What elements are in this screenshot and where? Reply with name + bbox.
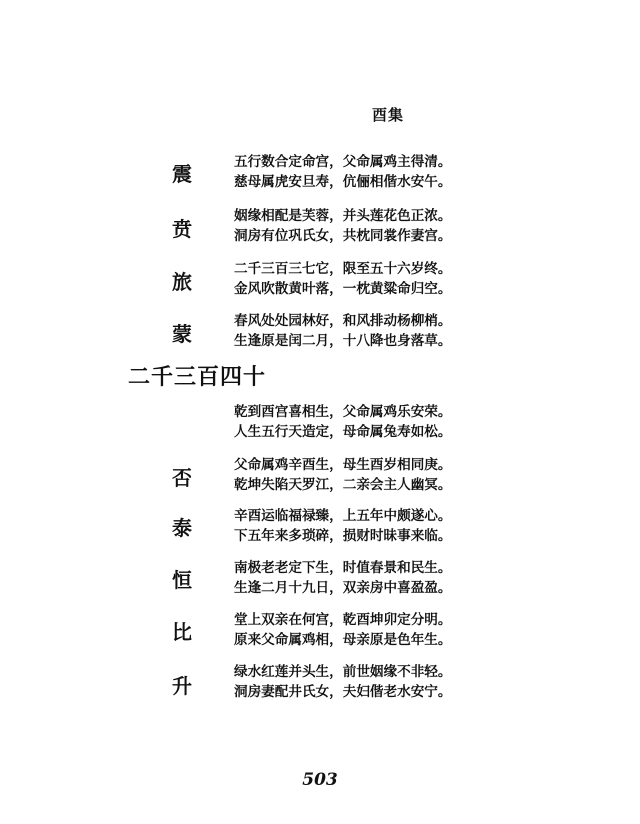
verse-line: 堂上双亲在何宫，乾酉坤卯定分明。 — [234, 612, 452, 628]
hexagram-label-3: 旅 — [172, 270, 192, 294]
verse-line: 辛酉运临福禄臻，上五年中颇遂心。 — [234, 508, 452, 524]
hexagram-label-1: 震 — [172, 162, 192, 186]
hexagram-label-2: 贲 — [172, 217, 192, 241]
verse-line: 春风处处园林好，和风排动杨柳梢。 — [234, 313, 452, 329]
hexagram-label-4: 蒙 — [172, 322, 192, 346]
verse-block-8 — [234, 558, 452, 598]
hexagram-label-7: 恒 — [172, 568, 192, 592]
hexagram-label-9: 升 — [172, 674, 192, 698]
section-title: 二千三百四十 — [128, 364, 267, 390]
verse-block-9 — [234, 610, 452, 650]
verse-block-5 — [234, 402, 452, 442]
verse-line: 洞房有位巩氏女，共枕同裳作妻宫。 — [234, 228, 452, 244]
section-header: 酉集 — [372, 106, 405, 124]
hexagram-label-6: 泰 — [172, 516, 192, 540]
verse-line: 南极老老定下生，时值春景和民生。 — [234, 560, 452, 576]
hexagram-label-8: 比 — [172, 620, 192, 644]
verse-line: 绿水红莲并头生，前世姻缘不非轻。 — [234, 664, 452, 680]
verse-line: 五行数合定命宫，父命属鸡主得清。 — [234, 154, 452, 170]
verse-line: 慈母属虎安旦寿，伉俪相偕水安午。 — [234, 174, 452, 190]
verse-block-10 — [234, 662, 452, 702]
verse-line: 乾到酉宫喜相生，父命属鸡乐安荣。 — [234, 404, 452, 420]
verse-line: 二千三百三七它，限至五十六岁终。 — [234, 261, 452, 277]
verse-line: 金风吹散黄叶落，一枕黄粱命归空。 — [234, 281, 452, 297]
verse-block-4 — [234, 311, 452, 351]
page-number: 503 — [302, 770, 338, 790]
verse-line: 人生五行天造定，母命属兔寿如松。 — [234, 424, 452, 440]
verse-line: 父命属鸡辛酉生，母生酉岁相同庚。 — [234, 457, 452, 473]
hexagram-label-5: 否 — [172, 466, 192, 490]
verse-line: 生逢原是闰二月，十八降也身落草。 — [234, 333, 452, 349]
verse-block-6 — [234, 455, 452, 495]
verse-line: 姻缘相配是芙蓉，并头莲花色正浓。 — [234, 208, 452, 224]
verse-line: 下五年来多琐碎，损财时昧事来临。 — [234, 528, 452, 544]
verse-block-2 — [234, 206, 452, 246]
verse-line: 乾坤失陷天罗江，二亲会主人幽冥。 — [234, 477, 452, 493]
verse-block-7 — [234, 506, 452, 546]
verse-line: 生逢二月十九日，双亲房中喜盈盈。 — [234, 580, 452, 596]
verse-line: 原来父命属鸡相，母亲原是色年生。 — [234, 632, 452, 648]
verse-line: 洞房妻配井氏女，夫妇偕老水安宁。 — [234, 684, 452, 700]
verse-block-3 — [234, 259, 452, 299]
verse-block-1 — [234, 152, 452, 192]
